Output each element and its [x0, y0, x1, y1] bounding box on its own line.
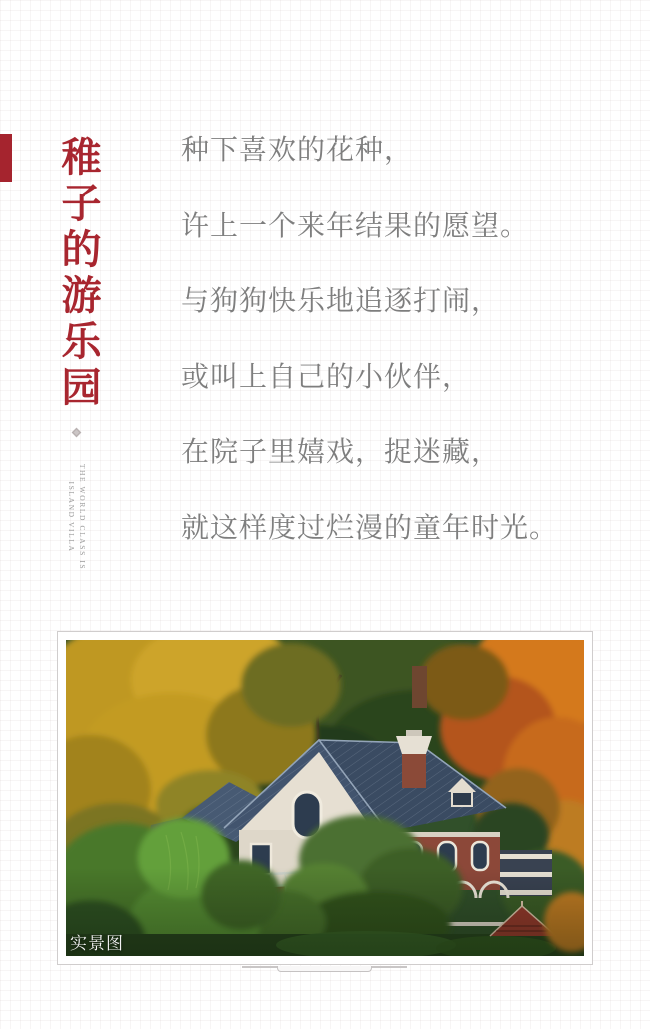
divider-tab — [277, 966, 372, 972]
vertical-title: 稚子的游乐园 — [56, 136, 101, 412]
poem-section — [181, 112, 558, 565]
poem-line: 就这样度过烂漫的童年时光。 — [181, 511, 559, 543]
bottom-divider — [242, 966, 407, 974]
poem-line: 种下喜欢的花种， — [181, 134, 414, 165]
english-caption-line2: ISLAND VILLA — [67, 481, 76, 553]
divider-line-left — [242, 966, 277, 968]
poem-line: 或叫上自己的小伙伴， — [181, 360, 472, 392]
photo-label: 实景图 — [70, 934, 124, 953]
photo-frame — [57, 631, 593, 965]
english-caption — [66, 452, 88, 582]
poem-line: 与狗狗快乐地追逐打闹， — [181, 285, 501, 316]
villa-aerial-photo — [66, 640, 584, 956]
poem-line: 许上一个来年结果的愿望。 — [181, 209, 530, 241]
villa-photo-illustration — [66, 640, 584, 956]
diamond-ornament-icon — [72, 428, 82, 438]
divider-line-right — [372, 966, 407, 968]
red-accent-bar — [0, 134, 12, 182]
english-caption-line1: THE WORLD CLASS IS — [78, 463, 87, 571]
poem-line: 在院子里嬉戏，捉迷藏， — [181, 436, 501, 467]
